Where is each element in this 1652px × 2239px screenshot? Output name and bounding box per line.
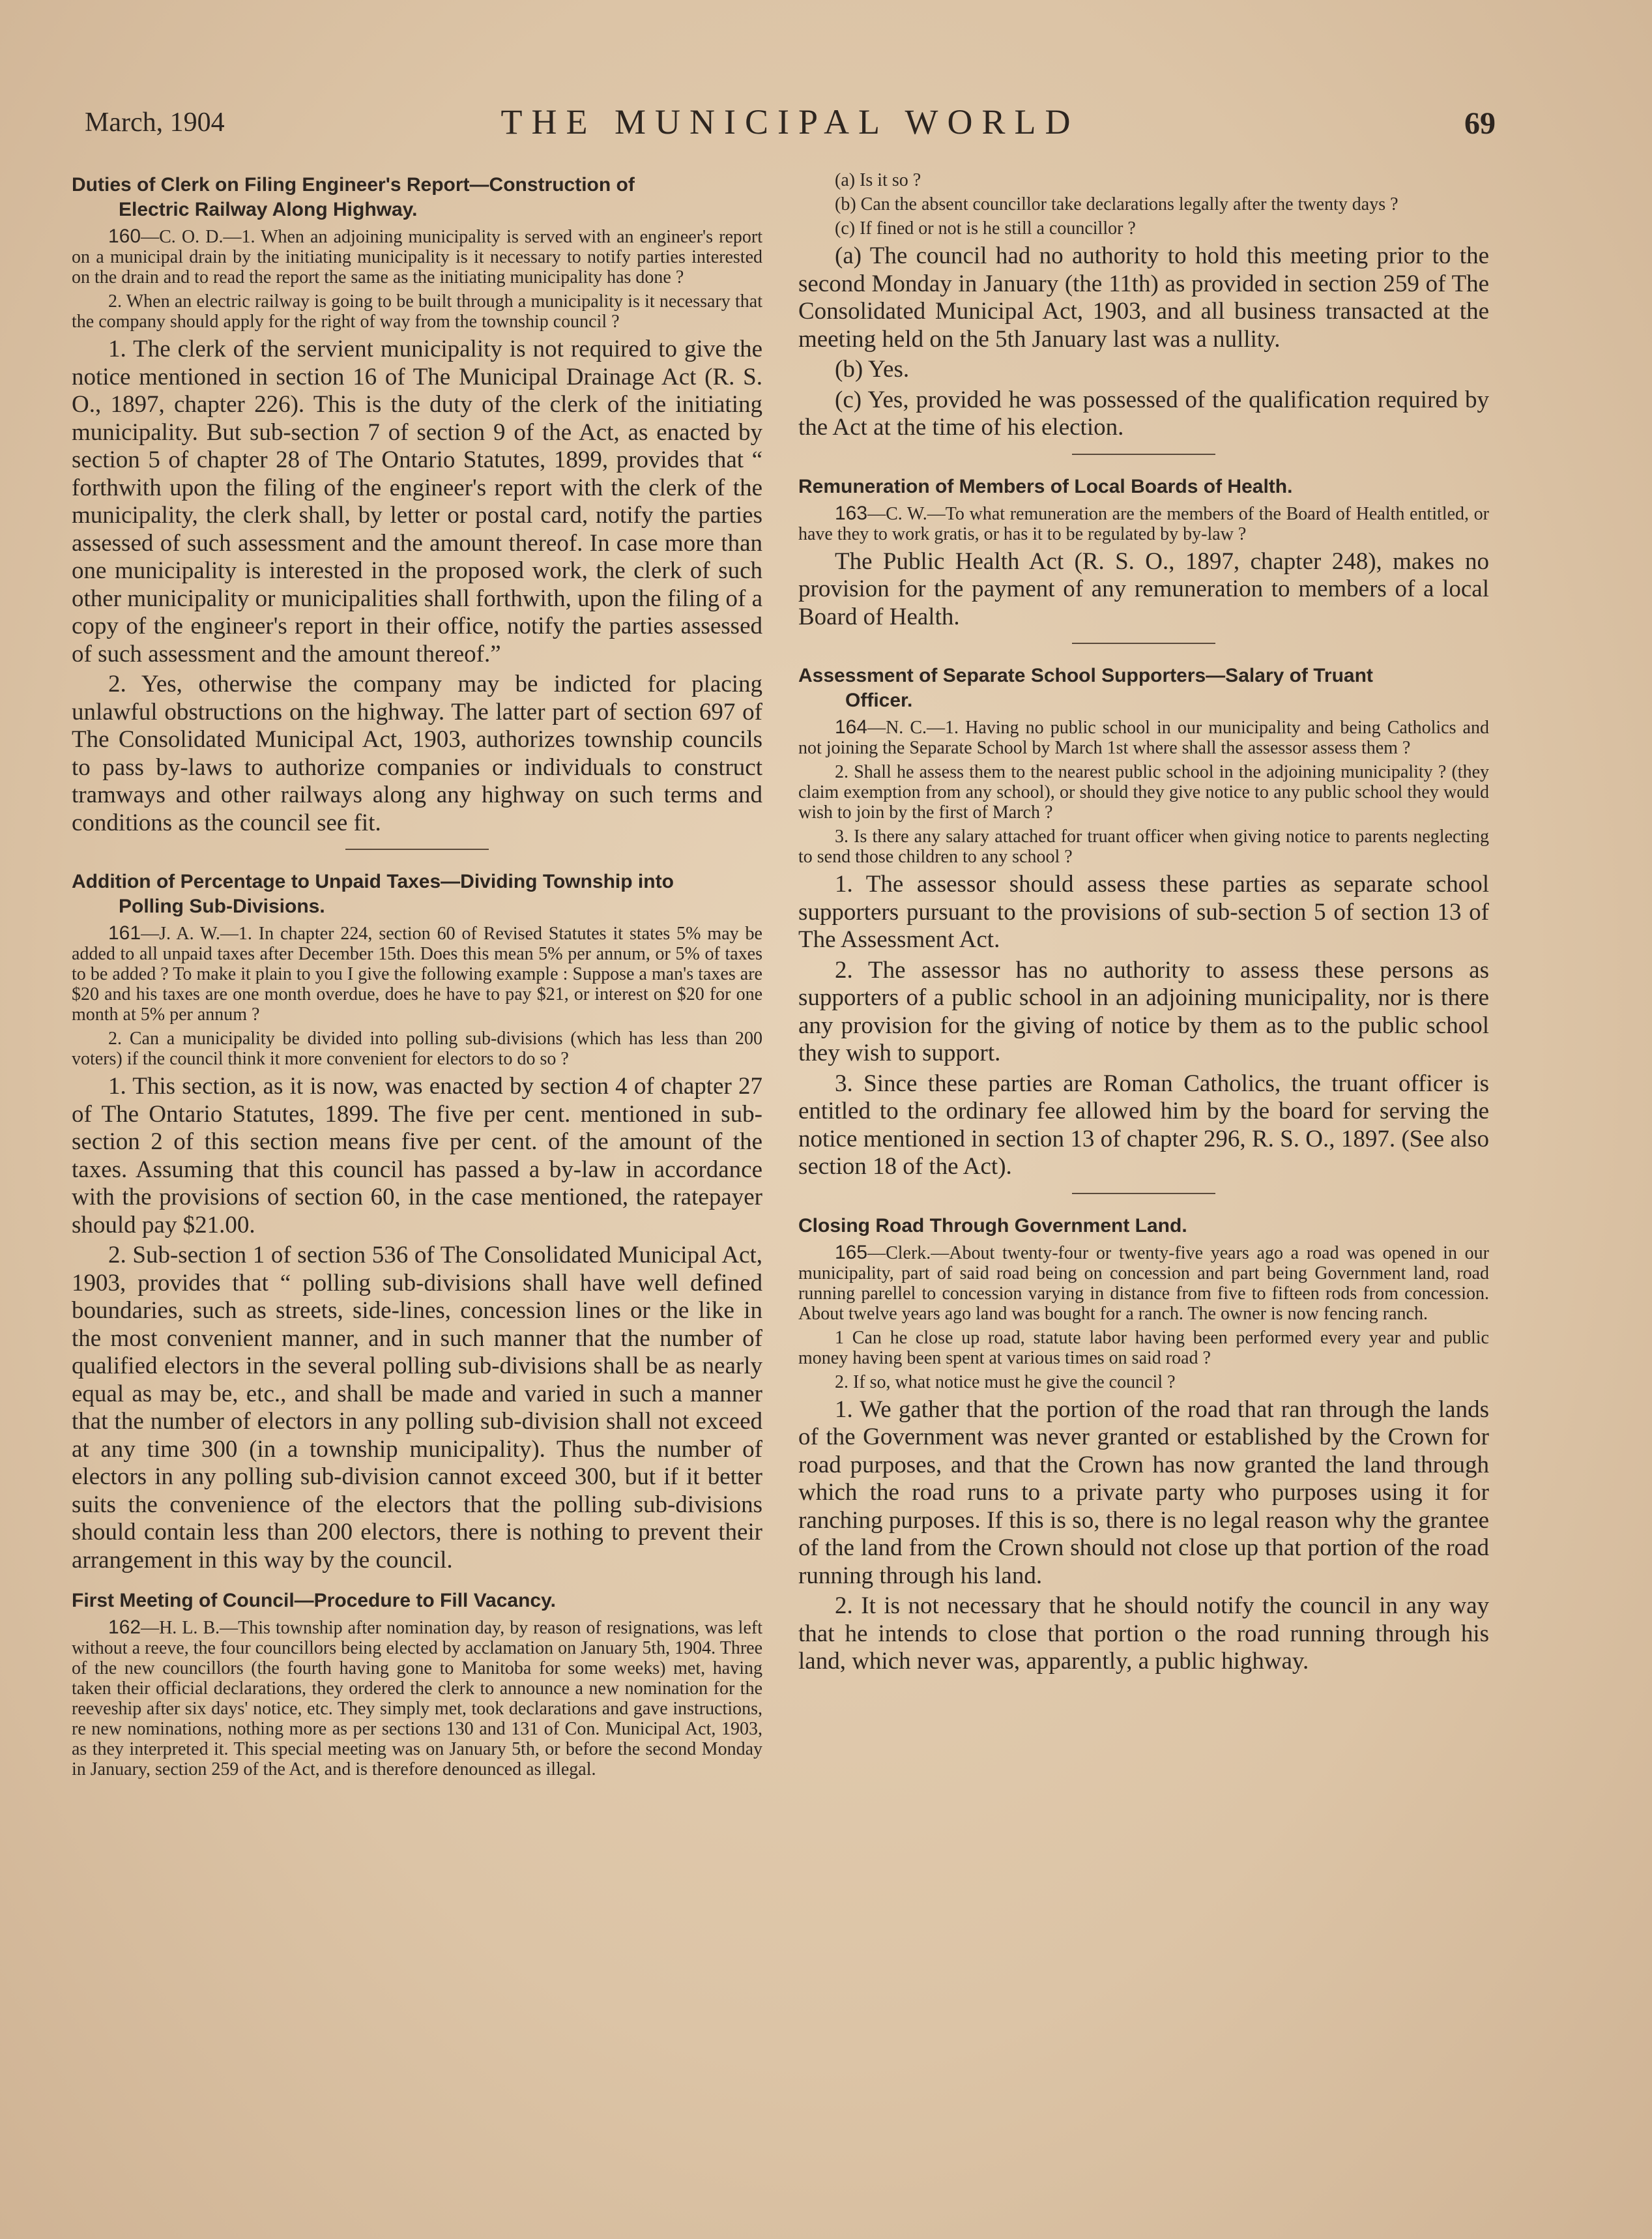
heading-line: Duties of Clerk on Filing Engineer's Report—Construction of (72, 174, 635, 196)
question: 2. Shall he assess them to the nearest public school in the adjoining municipality ? (they claim exemption from any school), or should they give notice to any public school they would wish to join by the first of March ? (798, 762, 1489, 823)
answer: (c) Yes, provided he was possessed of the qualification required by the Act at the time of his election. (798, 386, 1489, 441)
question (72, 923, 762, 1025)
question-text: —C. O. D.—1. When an adjoining municipality is served with an engineer's report on a municipal drain by the initiating municipality is it necessary to notify parties interested on the drain and to read the report the same as the initiating municipality has done ? (72, 227, 762, 287)
article-heading (798, 475, 1489, 499)
article-heading (72, 1588, 762, 1613)
article-heading (72, 173, 762, 222)
question: (a) Is it so ? (835, 170, 921, 190)
running-head (85, 98, 1496, 156)
question-number: 165 (835, 1241, 868, 1263)
heading-line: First Meeting of Council—Procedure to Fill Vacancy. (72, 1590, 556, 1611)
issue-date: March, 1904 (85, 108, 225, 138)
question: 2. Can a municipality be divided into polling sub-divisions (which has less than 200 voters) if the council think it more convenient for electors to do so ? (72, 1029, 762, 1069)
question (798, 1242, 1489, 1324)
question (798, 503, 1489, 544)
right-column (798, 166, 1489, 2187)
article-heading (798, 664, 1489, 713)
question: (b) Can the absent councillor take declarations legally after the twenty days ? (835, 194, 1398, 214)
article-heading (72, 870, 762, 919)
heading-line: Remuneration of Members of Local Boards of Health. (798, 475, 1293, 497)
question: 2. When an electric railway is going to be built through a municipality is it necessary that the company should apply for the right of way from the township council ? (72, 291, 762, 332)
question (72, 1617, 762, 1779)
question: 3. Is there any salary attached for truant officer when giving notice to parents neglecting to send those children to any school ? (798, 827, 1489, 867)
answer: (a) The council had no authority to hold this meeting prior to the second Monday in January (the 11th) as provided in section 259 of The Consolidated Municipal Act, 1903, and all business transacted at the meeting held on the 5th January last was a nullity. (798, 242, 1489, 353)
answer: 2. Yes, otherwise the company may be indicted for placing unlawful obstructions on the highway. The latter part of section 697 of The Consolidated Municipal Act, 1903, authorizes township councils to pass by-laws to authorize companies or individuals to construct tramways and other railways along any highway on such terms and conditions as the council see fit. (72, 671, 762, 836)
heading-line: Polling Sub-Divisions. (119, 896, 325, 917)
publication-title: THE MUNICIPAL WORLD (500, 102, 1080, 141)
question-text: —J. A. W.—1. In chapter 224, section 60 of Revised Statutes it states 5% may be added to all unpaid taxes after December 15th. Does this mean 5% per annum, or 5% of taxes to be added ? To make it plain to you I give the following example : Suppose a man's taxes are $20 and his taxes are one month overdue, does he have to pay $21, or interest on $20 for one month at 5% per annum ? (72, 924, 762, 1025)
question-text: —H. L. B.—This township after nomination day, by reason of resignations, was left without a reeve, the four councillors being elected by acclamation on January 5th, 1904. Three of the new councillors (the fourth having gone to Manitoba for some weeks) met, having taken their official declarations, they ordered the clerk to announce a new nomination for the reeveship after six days' notice, etc. They simply met, took declarations and gave instructions, re new nominations, nothing more as per sections 130 and 131 of Con. Municipal Act, 1903, as they interpreted it. This special meeting was on January 5th, or before the second Monday in January, section 259 of the Act, and is therefore denounced as illegal. (72, 1618, 762, 1779)
answer: 1. The assessor should assess these parties as separate school supporters pursuant to the provisions of sub-section 5 of section 13 of The Assessment Act. (798, 871, 1489, 953)
section-divider (1072, 1193, 1215, 1194)
answer: 1. The clerk of the servient municipality is not required to give the notice mentioned in section 16 of The Municipal Drainage Act (R. S. O., 1897, chapter 226). This is the duty of the clerk of the initiating municipality. But sub-section 7 of section 9 of the Act, as enacted by section 5 of chapter 28 of The Ontario Statutes, 1899, provides that “ forthwith upon the filing of the engineer's report with the clerk of the municipality, the clerk shall, by letter or postal card, notify the parties assessed of such assessment and the amount thereof. In case more than one municipality is interested in the proposed work, the clerk of such other municipality or municipalities shall forthwith, upon the filing of a copy of the engineer's report in their office, notify the parties assessed of such assessment and the amount thereof.” (72, 336, 762, 667)
answer: 2. It is not necessary that he should notify the council in any way that he intends to close that portion o the road running through his land, which never was, apparently, a public highway. (798, 1592, 1489, 1675)
answer: 1. We gather that the portion of the road that ran through the lands of the Government was never granted or established by the Crown for road purposes, and that the Crown has now granted the land through which the road runs to a private party who purposes using it for ranching purposes. If this is so, there is no legal reason why the grantee of the land from the Crown should not close up that portion of the road running through his land. (798, 1396, 1489, 1589)
question-number: 162 (108, 1617, 141, 1638)
question-number: 161 (108, 922, 141, 944)
question-number: 163 (835, 502, 868, 524)
question: 1 Can he close up road, statute labor having been performed every year and public money having been spent at various times on said road ? (798, 1327, 1489, 1368)
question-number: 160 (108, 226, 141, 247)
question-number: 164 (835, 716, 868, 738)
answer: 1. This section, as it is now, was enacted by section 4 of chapter 27 of The Ontario Statutes, 1899. The five per cent. mentioned in sub-section 2 of this section means five per cent. of the amount of the taxes. Assuming that this council has passed a by-law in accordance with the provisions of section 60, in the case mentioned, the ratepayer should pay $21.00. (72, 1073, 762, 1238)
section-divider (1072, 643, 1215, 644)
heading-line: Officer. (845, 690, 913, 711)
question-text: —Clerk.—About twenty-four or twenty-five years ago a road was opened in our municipality, part of said road being on concession and part being Government land, road running parellel to concession varying in distance from five to fifteen rods from concession. About twelve years ago land was bought for a ranch. The owner is now fencing ranch. (798, 1242, 1489, 1324)
question (72, 226, 762, 287)
section-divider (1072, 454, 1215, 455)
answer: The Public Health Act (R. S. O., 1897, chapter 248), makes no provision for the payment of any remuneration to members of a local Board of Health. (798, 548, 1489, 630)
answer: 3. Since these parties are Roman Catholics, the truant officer is entitled to the ordinary fee allowed him by the board for serving the notice mentioned in section 13 of chapter 296, R. S. O., 1897. (See also section 18 of the Act). (798, 1070, 1489, 1180)
page-number: 69 (1464, 106, 1496, 141)
heading-line: Addition of Percentage to Unpaid Taxes—Dividing Township into (72, 871, 674, 892)
question-text: —C. W.—To what remuneration are the members of the Board of Health entitled, or have they to work gratis, or has it to be regulated by by-law ? (798, 503, 1489, 544)
answer: (b) Yes. (835, 356, 910, 383)
left-column (72, 166, 762, 2187)
question-text: —N. C.—1. Having no public school in our municipality and being Catholics and not joining the Separate School by March 1st where shall the assessor assess them ? (798, 718, 1489, 758)
answer: 2. Sub-section 1 of section 536 of The Consolidated Municipal Act, 1903, provides that “ polling sub-divisions shall have well defined boundaries, such as streets, side-lines, concession lines or the like in the most convenient manner, and in such manner that the number of qualified electors in the several polling sub-divisions shall be as nearly equal as may be, etc., and shall be made and varied in such a manner that the number of electors in any polling sub-division shall not exceed at any time 300 (in a township municipality). Thus the number of electors in any polling sub-division cannot exceed 300, but if it better suits the convenience of the electors that the polling sub-divisions should contain less than 200 electors, there is nothing to prevent their arrangement in this way by the council. (72, 1242, 762, 1573)
question (798, 717, 1489, 758)
question: 2. If so, what notice must he give the council ? (835, 1371, 1176, 1392)
heading-line: Closing Road Through Government Land. (798, 1214, 1187, 1237)
answer: 2. The assessor has no authority to assess these persons as supporters of a public school in an adjoining municipality, nor is there any provision for the giving of notice by them as to the public school they wish to support. (798, 956, 1489, 1066)
section-divider (345, 849, 489, 850)
heading-line: Electric Railway Along Highway. (119, 199, 418, 220)
heading-line: Assessment of Separate School Supporters—Salary of Truant (798, 665, 1373, 686)
question: (c) If fined or not is he still a councillor ? (835, 218, 1136, 239)
article-heading (798, 1214, 1489, 1238)
